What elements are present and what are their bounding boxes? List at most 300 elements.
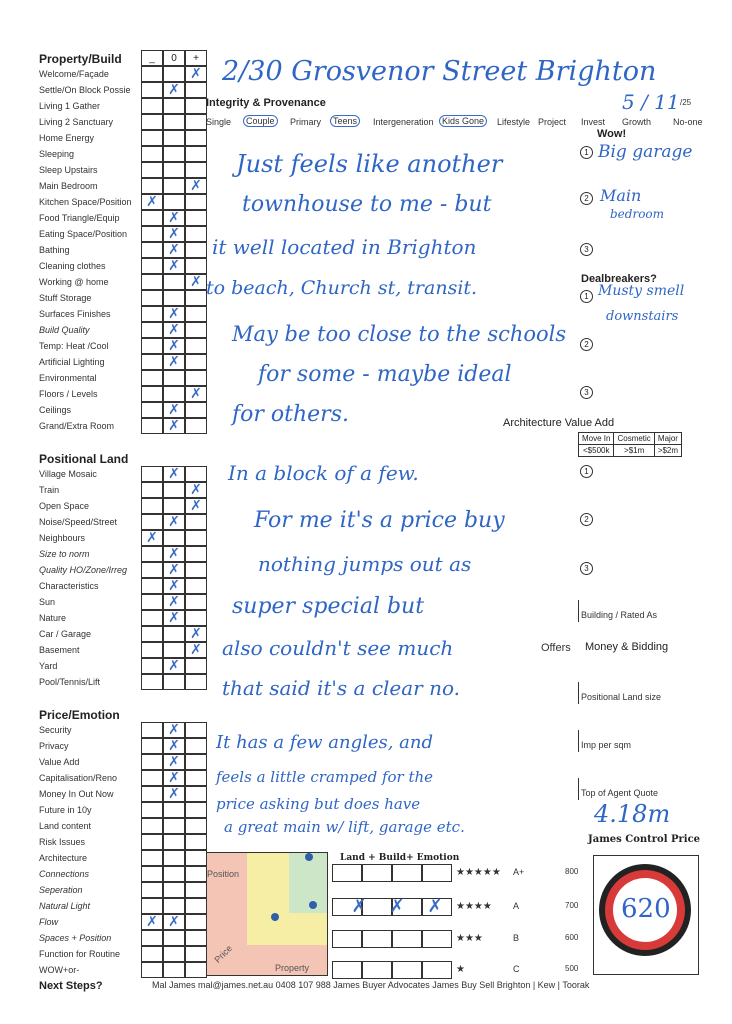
grid-cell[interactable] [163, 370, 185, 386]
x-mark-icon: ✗ [168, 546, 180, 562]
x-mark-icon: ✗ [190, 178, 202, 194]
wow-3-marker: 3 [580, 243, 593, 256]
grid-cell[interactable] [185, 370, 207, 386]
grid-row [141, 674, 207, 690]
grid-cell[interactable] [141, 418, 163, 434]
grid-cell[interactable] [185, 242, 207, 258]
checklist-item: Value Add [39, 757, 80, 767]
grid-cell[interactable] [141, 962, 163, 978]
x-mark-icon: ✗ [168, 338, 180, 354]
grid-cell[interactable] [141, 786, 163, 802]
diagram-price-label: Price [212, 943, 235, 965]
grid-cell[interactable] [141, 514, 163, 530]
x-mark-icon: ✗ [168, 754, 180, 770]
grid-cell[interactable] [185, 338, 207, 354]
integrity-option: Intergeneration [373, 117, 434, 127]
grid-cell[interactable] [141, 98, 163, 114]
grid-cell[interactable] [185, 530, 207, 546]
rating-cell[interactable] [332, 930, 362, 948]
x-mark-icon: ✗ [190, 386, 202, 402]
rating-cell[interactable] [422, 930, 452, 948]
value-add-3-marker: 3 [580, 562, 593, 575]
grade-label: B [513, 933, 520, 943]
grid-cell[interactable] [141, 722, 163, 738]
checklist-item: Cleaning clothes [39, 261, 106, 271]
rating-table-header: Land + Build+ Emotion [340, 853, 460, 863]
grid-cell[interactable] [185, 610, 207, 626]
grid-cell[interactable] [185, 674, 207, 690]
x-mark-icon: ✗ [168, 914, 180, 930]
grid-cell[interactable] [141, 898, 163, 914]
x-mark-icon: ✗ [168, 722, 180, 738]
control-price-label: James Control Price [588, 834, 701, 845]
wow-title: Wow! [597, 128, 627, 140]
star-rating: ★★★ [456, 933, 483, 944]
grid-cell[interactable] [141, 546, 163, 562]
grid-cell[interactable] [163, 866, 185, 882]
x-mark-icon: ✗ [168, 82, 180, 98]
checklist-item: Spaces + Position [39, 933, 112, 943]
grid-cell[interactable] [141, 290, 163, 306]
checklist-item: WOW+or- [39, 965, 80, 975]
grid-cell[interactable] [141, 338, 163, 354]
grid-row [141, 290, 207, 306]
grid-cell[interactable] [141, 946, 163, 962]
rating-cell[interactable] [362, 930, 392, 948]
checklist-item: Neighbours [39, 533, 86, 543]
checklist-item: Sleep Upstairs [39, 165, 98, 175]
grid-cell[interactable] [185, 898, 207, 914]
x-mark-icon: ✗ [168, 226, 180, 242]
grid-cell[interactable] [185, 322, 207, 338]
star-rating: ★★★★★ [456, 867, 501, 878]
grid-cell[interactable] [163, 130, 185, 146]
grid-cell[interactable] [163, 802, 185, 818]
grid-cell[interactable] [185, 738, 207, 754]
checklist-item: Flow [39, 917, 59, 927]
x-mark-icon: ✗ [168, 770, 180, 786]
grid-cell[interactable] [141, 242, 163, 258]
note-line: nothing jumps out as [258, 552, 472, 576]
x-mark-icon: ✗ [168, 322, 180, 338]
checklist-item: Yard [39, 661, 58, 671]
grid-row [141, 146, 207, 162]
grid-cell[interactable] [141, 754, 163, 770]
integrity-option: Teens [330, 115, 360, 127]
grid-cell[interactable] [163, 482, 185, 498]
note-line: price asking but does have [216, 795, 421, 813]
date-year: /25 [680, 98, 692, 107]
grid-cell[interactable] [185, 402, 207, 418]
grid-cell[interactable] [141, 258, 163, 274]
grid-cell[interactable] [141, 834, 163, 850]
grid-row [141, 834, 207, 850]
checklist-item: Floors / Levels [39, 389, 98, 399]
grid-cell[interactable] [163, 930, 185, 946]
grid-cell[interactable] [185, 130, 207, 146]
grid-cell[interactable] [163, 274, 185, 290]
checklist-item: Car / Garage [39, 629, 92, 639]
grid-row [141, 946, 207, 962]
control-price-value: 620 [621, 894, 671, 924]
grid-header-zero: 0 [163, 50, 185, 66]
grade-label: C [513, 964, 520, 974]
grid-cell[interactable] [141, 642, 163, 658]
grid-cell[interactable] [141, 130, 163, 146]
x-mark-icon: ✗ [168, 354, 180, 370]
rating-cell[interactable] [392, 930, 422, 948]
grid-cell[interactable] [185, 258, 207, 274]
checklist-item: Nature [39, 613, 67, 623]
grid-cell[interactable] [141, 626, 163, 642]
checklist-item: Natural Light [39, 901, 91, 911]
x-mark-icon: ✗ [427, 896, 443, 917]
grid-cell[interactable] [163, 674, 185, 690]
grid-cell[interactable] [141, 210, 163, 226]
checklist-item: Stuff Storage [39, 293, 92, 303]
grid-cell[interactable] [185, 930, 207, 946]
checklist-item: Artificial Lighting [39, 357, 105, 367]
grid-cell[interactable] [163, 114, 185, 130]
value-add-header: Move In [579, 433, 614, 445]
grid-cell[interactable] [185, 786, 207, 802]
grid-cell[interactable] [163, 66, 185, 82]
integrity-option: Lifestyle [497, 117, 531, 127]
x-mark-icon: ✗ [168, 306, 180, 322]
grid-cell[interactable] [141, 354, 163, 370]
grid-cell[interactable] [185, 946, 207, 962]
checklist-item: Function for Routine [39, 949, 121, 959]
diagram-property-label: Property [275, 963, 310, 973]
grid-cell[interactable] [141, 114, 163, 130]
grid-cell[interactable] [141, 322, 163, 338]
grid-cell[interactable] [141, 866, 163, 882]
rating-cell[interactable] [362, 961, 392, 979]
x-mark-icon: ✗ [168, 402, 180, 418]
grade-label: A [513, 901, 520, 911]
grid-cell[interactable] [141, 482, 163, 498]
checklist-item: Surfaces Finishes [39, 309, 111, 319]
grid-cell[interactable] [141, 850, 163, 866]
value-add-header: Major [654, 433, 681, 445]
checklist-item: Open Space [39, 501, 90, 511]
grid-cell[interactable] [185, 866, 207, 882]
agent-quote-value: 4.18m [594, 800, 671, 828]
note-line: to beach, Church st, transit. [206, 277, 478, 299]
rating-cell[interactable] [422, 864, 452, 882]
grid-header-plus: + [185, 50, 207, 66]
x-mark-icon: ✗ [190, 498, 202, 514]
note-line: It has a few angles, and [216, 732, 434, 753]
grid-cell[interactable] [185, 290, 207, 306]
grid-cell[interactable] [185, 546, 207, 562]
grid-cell[interactable] [163, 818, 185, 834]
grid-cell[interactable] [185, 770, 207, 786]
value-add-value: >$1m [614, 445, 654, 457]
checklist-item: Working @ home [39, 277, 109, 287]
grid-cell[interactable] [141, 82, 163, 98]
checklist-item: Quality HO/Zone/Irreg [39, 565, 128, 575]
grid-cell[interactable] [141, 498, 163, 514]
grid-cell[interactable] [163, 178, 185, 194]
value-add-title: Architecture Value Add [503, 417, 615, 429]
grid-cell[interactable] [185, 882, 207, 898]
integrity-option: Primary [290, 117, 321, 127]
rating-cell[interactable] [332, 961, 362, 979]
grid-cell[interactable] [141, 610, 163, 626]
star-rating: ★★★★ [456, 901, 492, 912]
checklist-item: Money In Out Now [39, 789, 114, 799]
grid-cell[interactable] [141, 658, 163, 674]
rating-cell[interactable] [392, 864, 422, 882]
note-line: May be too close to the schools [232, 322, 567, 346]
checklist-item: Risk Issues [39, 837, 86, 847]
x-mark-icon: ✗ [389, 896, 405, 917]
grid-cell[interactable] [185, 578, 207, 594]
grid-cell[interactable] [163, 146, 185, 162]
grid-row [141, 162, 207, 178]
grid-row [141, 802, 207, 818]
grid-row [141, 882, 207, 898]
grid-cell[interactable] [141, 818, 163, 834]
grade-value: 500 [565, 964, 579, 973]
grid-cell[interactable] [141, 66, 163, 82]
grid-cell[interactable] [185, 514, 207, 530]
grid-row [141, 930, 207, 946]
grid-cell[interactable] [163, 290, 185, 306]
checklist-item: Bathing [39, 245, 70, 255]
grid-cell[interactable] [185, 210, 207, 226]
grid-cell[interactable] [141, 562, 163, 578]
grid-cell[interactable] [185, 226, 207, 242]
grid-cell[interactable] [141, 466, 163, 482]
grid-cell[interactable] [185, 914, 207, 930]
grid-cell[interactable] [141, 402, 163, 418]
x-mark-icon: ✗ [168, 786, 180, 802]
grid-cell[interactable] [141, 594, 163, 610]
grid-cell[interactable] [163, 946, 185, 962]
checklist-item: Living 2 Sanctuary [39, 117, 114, 127]
grid-cell[interactable] [163, 498, 185, 514]
integrity-option: Kids Gone [439, 115, 487, 127]
checklist-item: Village Mosaic [39, 469, 97, 479]
grid-cell[interactable] [185, 162, 207, 178]
grid-cell[interactable] [163, 194, 185, 210]
grid-cell[interactable] [185, 146, 207, 162]
grid-cell[interactable] [185, 562, 207, 578]
grid-cell[interactable] [141, 578, 163, 594]
grid-cell[interactable] [141, 930, 163, 946]
note-line: super special but [232, 594, 425, 619]
checklist-item: Kitchen Space/Position [39, 197, 132, 207]
dealbreaker-1-marker: 1 [580, 290, 593, 303]
grid-row [141, 370, 207, 386]
grid-cell[interactable] [185, 658, 207, 674]
grid-cell[interactable] [185, 82, 207, 98]
integrity-option: Invest [581, 117, 606, 127]
x-mark-icon: ✗ [168, 210, 180, 226]
rating-cell[interactable] [362, 864, 392, 882]
grid-cell[interactable] [141, 226, 163, 242]
grid-cell[interactable] [185, 418, 207, 434]
grid-cell[interactable] [163, 162, 185, 178]
grid-row [141, 130, 207, 146]
building-rated-label: Building / Rated As [581, 610, 658, 620]
grid-cell[interactable] [163, 386, 185, 402]
checklist-item: Main Bedroom [39, 181, 98, 191]
grid-cell[interactable] [185, 802, 207, 818]
grade-value: 800 [565, 867, 579, 876]
note-line: also couldn't see much [222, 636, 454, 660]
checklist-item: Characteristics [39, 581, 99, 591]
x-mark-icon: ✗ [168, 242, 180, 258]
checklist-item: Welcome/Façade [39, 69, 109, 79]
value-add-value: >$2m [654, 445, 681, 457]
grid-cell[interactable] [185, 466, 207, 482]
dealbreaker-2-marker: 2 [580, 338, 593, 351]
value-add-1-marker: 1 [580, 465, 593, 478]
grid-cell[interactable] [185, 354, 207, 370]
grid-row [141, 114, 207, 130]
grade-value: 600 [565, 933, 579, 942]
grid-cell[interactable] [163, 962, 185, 978]
grid-cell[interactable] [185, 754, 207, 770]
wow-1-note: Big garage [598, 142, 693, 162]
grid-cell[interactable] [163, 530, 185, 546]
note-line: Just feels like another [236, 150, 503, 178]
x-mark-icon: ✗ [168, 738, 180, 754]
checklist-item: Train [39, 485, 60, 495]
grid-row [141, 898, 207, 914]
grid-cell[interactable] [163, 834, 185, 850]
grid-cell[interactable] [141, 770, 163, 786]
x-mark-icon: ✗ [168, 610, 180, 626]
x-mark-icon: ✗ [168, 418, 180, 434]
position-price-diagram [206, 852, 328, 976]
note-line: townhouse to me - but [242, 192, 492, 217]
grid-cell[interactable] [163, 642, 185, 658]
grid-row [141, 962, 207, 978]
grid-cell[interactable] [185, 594, 207, 610]
positional-land-size-label: Positional Land size [581, 692, 662, 702]
grid-cell[interactable] [163, 898, 185, 914]
grid-cell[interactable] [163, 850, 185, 866]
section-property-build: Property/Build [39, 52, 122, 66]
grid-cell[interactable] [185, 306, 207, 322]
grid-cell[interactable] [185, 722, 207, 738]
rating-cell[interactable] [332, 864, 362, 882]
grid-cell[interactable] [185, 114, 207, 130]
x-mark-icon: ✗ [146, 194, 158, 210]
grade-value: 700 [565, 901, 579, 910]
checklist-item: Temp: Heat /Cool [39, 341, 109, 351]
checklist-item: Privacy [39, 741, 69, 751]
grid-cell[interactable] [163, 626, 185, 642]
value-add-table [578, 432, 682, 457]
dealbreaker-3-marker: 3 [580, 386, 593, 399]
integrity-option: Growth [622, 117, 652, 127]
grid-cell[interactable] [141, 738, 163, 754]
x-mark-icon: ✗ [190, 274, 202, 290]
checklist-item: Living 1 Gather [39, 101, 101, 111]
x-mark-icon: ✗ [168, 594, 180, 610]
grid-cell[interactable] [185, 818, 207, 834]
grid-cell[interactable] [141, 162, 163, 178]
x-mark-icon: ✗ [146, 914, 158, 930]
x-mark-icon: ✗ [168, 258, 180, 274]
x-mark-icon: ✗ [168, 658, 180, 674]
checklist-item: Food Triangle/Equip [39, 213, 120, 223]
section-next-steps: Next Steps? [39, 980, 103, 992]
grid-cell[interactable] [141, 882, 163, 898]
grid-header-minus: _ [141, 50, 163, 66]
checklist-item: Pool/Tennis/Lift [39, 677, 101, 687]
note-line: for others. [232, 402, 349, 427]
checklist-item: Eating Space/Position [39, 229, 128, 239]
checklist-item: Sleeping [39, 149, 75, 159]
grid-cell[interactable] [141, 274, 163, 290]
checklist-item: Settle/On Block Possie [39, 85, 131, 95]
x-mark-icon: ✗ [146, 530, 158, 546]
grid-cell[interactable] [141, 146, 163, 162]
grid-row [141, 98, 207, 114]
section-price-emotion: Price/Emotion [39, 708, 120, 722]
grade-label: A+ [513, 867, 525, 877]
grid-cell[interactable] [185, 194, 207, 210]
grid-cell[interactable] [185, 834, 207, 850]
grid-row [141, 850, 207, 866]
address-handwriting: 2/30 Grosvenor Street Brighton [222, 56, 657, 87]
checklist-item: Future in 10y [39, 805, 92, 815]
checklist-item: Grand/Extra Room [39, 421, 115, 431]
note-line: In a block of a few. [228, 461, 419, 485]
value-add-header: Cosmetic [614, 433, 654, 445]
grid-cell[interactable] [141, 386, 163, 402]
grid-cell[interactable] [141, 306, 163, 322]
grid-cell[interactable] [163, 882, 185, 898]
x-mark-icon: ✗ [190, 642, 202, 658]
checklist-item: Land content [39, 821, 92, 831]
wow-2-note-a: Main [600, 186, 642, 205]
rating-cell[interactable] [422, 961, 452, 979]
dealbreaker-1-note-a: Musty smell [598, 283, 685, 299]
checklist-item: Security [39, 725, 72, 735]
integrity-option: Project [538, 117, 567, 127]
note-line: a great main w/ lift, garage etc. [224, 818, 465, 836]
x-mark-icon: ✗ [190, 482, 202, 498]
grid-cell[interactable] [185, 962, 207, 978]
grid-cell[interactable] [163, 98, 185, 114]
grid-cell[interactable] [141, 178, 163, 194]
checklist-item: Sun [39, 597, 56, 607]
grid-cell[interactable] [141, 674, 163, 690]
date-handwriting: 5 / 11 [622, 90, 680, 114]
checklist-item: Noise/Speed/Street [39, 517, 118, 527]
grid-cell[interactable] [185, 850, 207, 866]
x-mark-icon: ✗ [190, 626, 202, 642]
note-line: it well located in Brighton [212, 235, 477, 259]
dealbreakers-title: Dealbreakers? [581, 273, 657, 285]
checklist-item: Seperation [39, 885, 83, 895]
value-add-value: <$500k [579, 445, 614, 457]
rating-cell[interactable] [392, 961, 422, 979]
note-line: For me it's a price buy [254, 508, 505, 533]
x-mark-icon: ✗ [168, 562, 180, 578]
grid-cell[interactable] [141, 802, 163, 818]
wow-1-marker: 1 [580, 146, 593, 159]
grid-cell[interactable] [185, 98, 207, 114]
grid-cell[interactable] [141, 370, 163, 386]
